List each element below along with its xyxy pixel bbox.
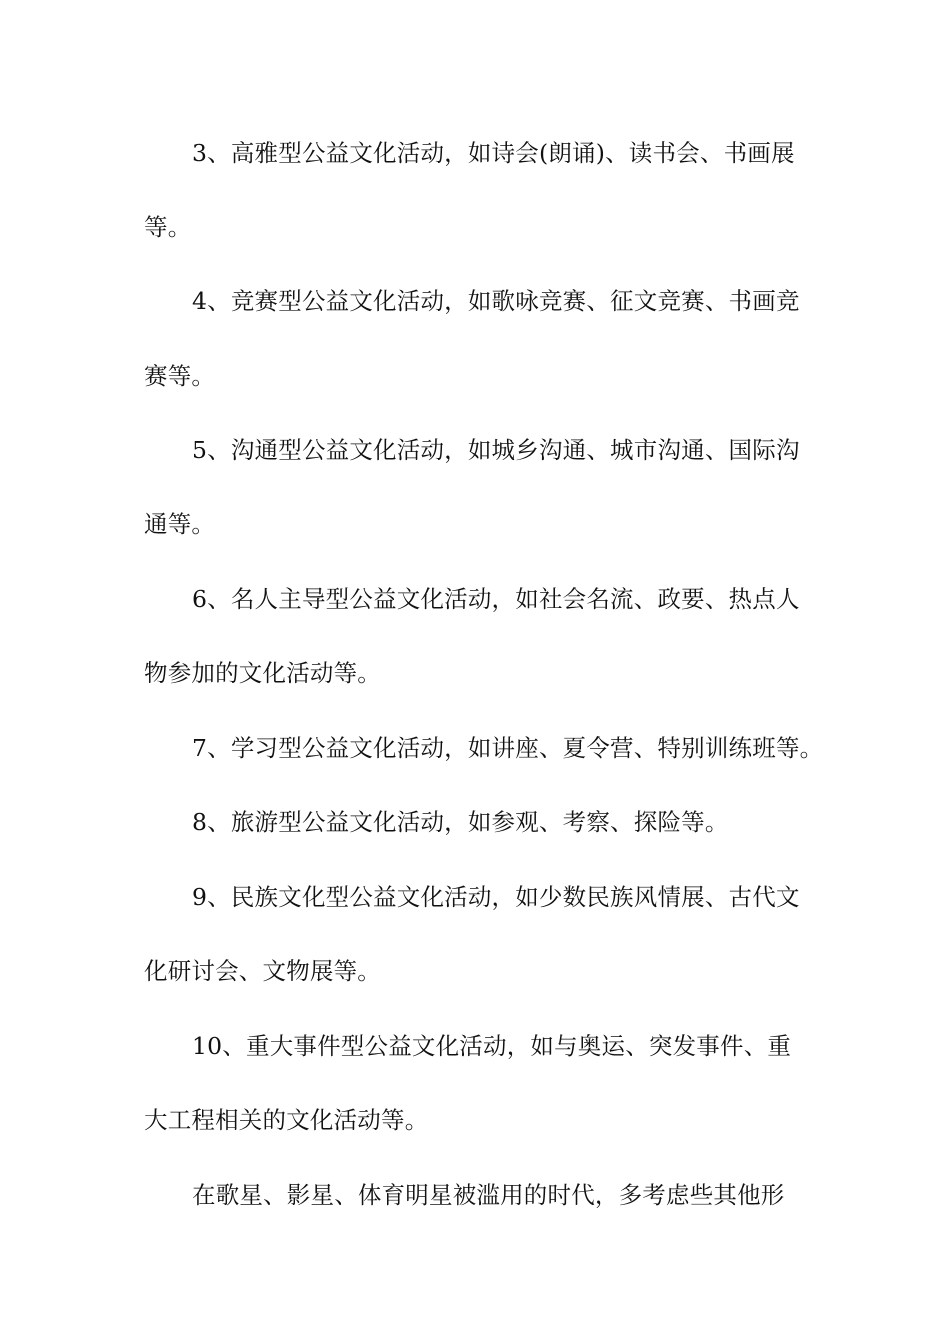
paragraph-7-line-1: 7、学习型公益文化活动，如讲座、夏令营、特别训练班等。 [192,734,824,762]
paragraph-3-line-2: 等。 [144,213,192,241]
paragraph-5-line-2: 通等。 [144,510,216,538]
paragraph-4-line-2: 赛等。 [144,362,216,390]
paragraph-9-line-2: 化研讨会、文物展等。 [144,957,381,985]
paragraph-9-line-1: 9、民族文化型公益文化活动，如少数民族风情展、古代文 [192,883,800,911]
paragraph-11-line-1: 在歌星、影星、体育明星被滥用的时代，多考虑些其他形 [192,1181,785,1209]
paragraph-8-line-1: 8、旅游型公益文化活动，如参观、考察、探险等。 [192,808,729,836]
paragraph-3-line-1: 3、高雅型公益文化活动，如诗会(朗诵)、读书会、书画展 [192,139,795,167]
paragraph-6-line-2: 物参加的文化活动等。 [144,659,381,687]
paragraph-10-line-1: 10、重大事件型公益文化活动，如与奥运、突发事件、重 [192,1032,792,1060]
paragraph-5-line-1: 5、沟通型公益文化活动，如城乡沟通、城市沟通、国际沟 [192,436,800,464]
paragraph-4-line-1: 4、竞赛型公益文化活动，如歌咏竞赛、征文竞赛、书画竞 [192,287,800,315]
paragraph-10-line-2: 大工程相关的文化活动等。 [144,1106,429,1134]
paragraph-6-line-1: 6、名人主导型公益文化活动，如社会名流、政要、热点人 [192,585,800,613]
